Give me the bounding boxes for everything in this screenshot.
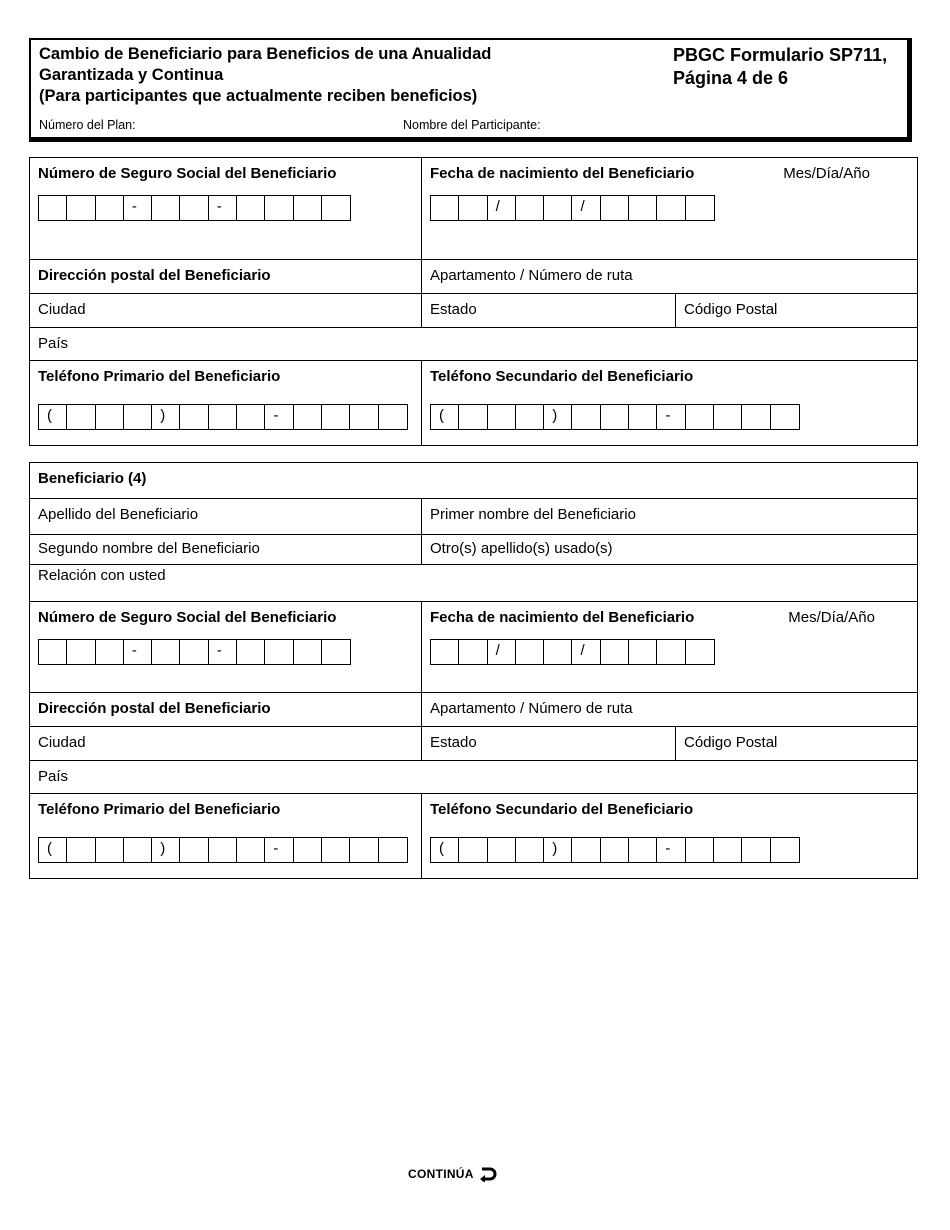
zip-field[interactable]: Código Postal [684, 734, 778, 751]
beneficiary-3-continued [29, 157, 918, 446]
form-header [29, 38, 912, 142]
dob-input[interactable]: / / [430, 639, 715, 665]
phone-primary-input[interactable]: ( ) - [38, 837, 408, 863]
phone-secondary-input[interactable]: ( ) - [430, 837, 800, 863]
beneficiary-4 [29, 462, 918, 879]
ssn-input[interactable]: - - [38, 195, 351, 221]
dob-input[interactable]: / / [430, 195, 715, 221]
continue-label: CONTINÚA [408, 1167, 474, 1181]
state-field[interactable]: Estado [430, 734, 477, 751]
dob-label: Fecha de nacimiento del Beneficiario [430, 165, 695, 182]
zip-field[interactable]: Código Postal [684, 301, 778, 318]
ssn-input[interactable]: - - [38, 639, 351, 665]
apt-field[interactable]: Apartamento / Número de ruta [430, 700, 633, 717]
phone-secondary-input[interactable]: ( ) - [430, 404, 800, 430]
relation-field[interactable]: Relación con usted [38, 567, 166, 584]
dob-format: Mes/Día/Año [783, 165, 870, 182]
phone-primary-label: Teléfono Primario del Beneficiario [38, 368, 281, 385]
continue-arrow-icon [479, 1166, 497, 1182]
ssn-label: Número de Seguro Social del Beneficiario [38, 609, 337, 626]
phone-secondary-label: Teléfono Secundario del Beneficiario [430, 368, 694, 385]
plan-number-label: Número del Plan: [39, 118, 136, 132]
continue-indicator [408, 1166, 497, 1182]
last-name-field[interactable]: Apellido del Beneficiario [38, 506, 199, 523]
dob-format: Mes/Día/Año [788, 609, 875, 626]
address-field[interactable]: Dirección postal del Beneficiario [38, 267, 271, 284]
form-title: Cambio de Beneficiario para Beneficios de una Anualidad Garantizada y Continua (Para participantes que actualmente reciben beneficios) [39, 45, 492, 105]
country-field[interactable]: País [38, 335, 69, 352]
ssn-label: Número de Seguro Social del Beneficiario [38, 165, 337, 182]
apt-field[interactable]: Apartamento / Número de ruta [430, 267, 633, 284]
middle-name-field[interactable]: Segundo nombre del Beneficiario [38, 540, 260, 557]
address-field[interactable]: Dirección postal del Beneficiario [38, 700, 271, 717]
dob-label: Fecha de nacimiento del Beneficiario [430, 609, 695, 626]
form-number: PBGC Formulario SP711, Página 4 de 6 [673, 45, 888, 88]
state-field[interactable]: Estado [430, 301, 477, 318]
phone-primary-input[interactable]: ( ) - [38, 404, 408, 430]
phone-primary-label: Teléfono Primario del Beneficiario [38, 801, 281, 818]
country-field[interactable]: País [38, 768, 69, 785]
participant-name-label: Nombre del Participante: [403, 118, 541, 132]
city-field[interactable]: Ciudad [38, 734, 86, 751]
city-field[interactable]: Ciudad [38, 301, 86, 318]
other-names-field[interactable]: Otro(s) apellido(s) usado(s) [430, 540, 613, 557]
first-name-field[interactable]: Primer nombre del Beneficiario [430, 506, 636, 523]
phone-secondary-label: Teléfono Secundario del Beneficiario [430, 801, 694, 818]
beneficiary-4-heading: Beneficiario (4) [38, 470, 147, 487]
